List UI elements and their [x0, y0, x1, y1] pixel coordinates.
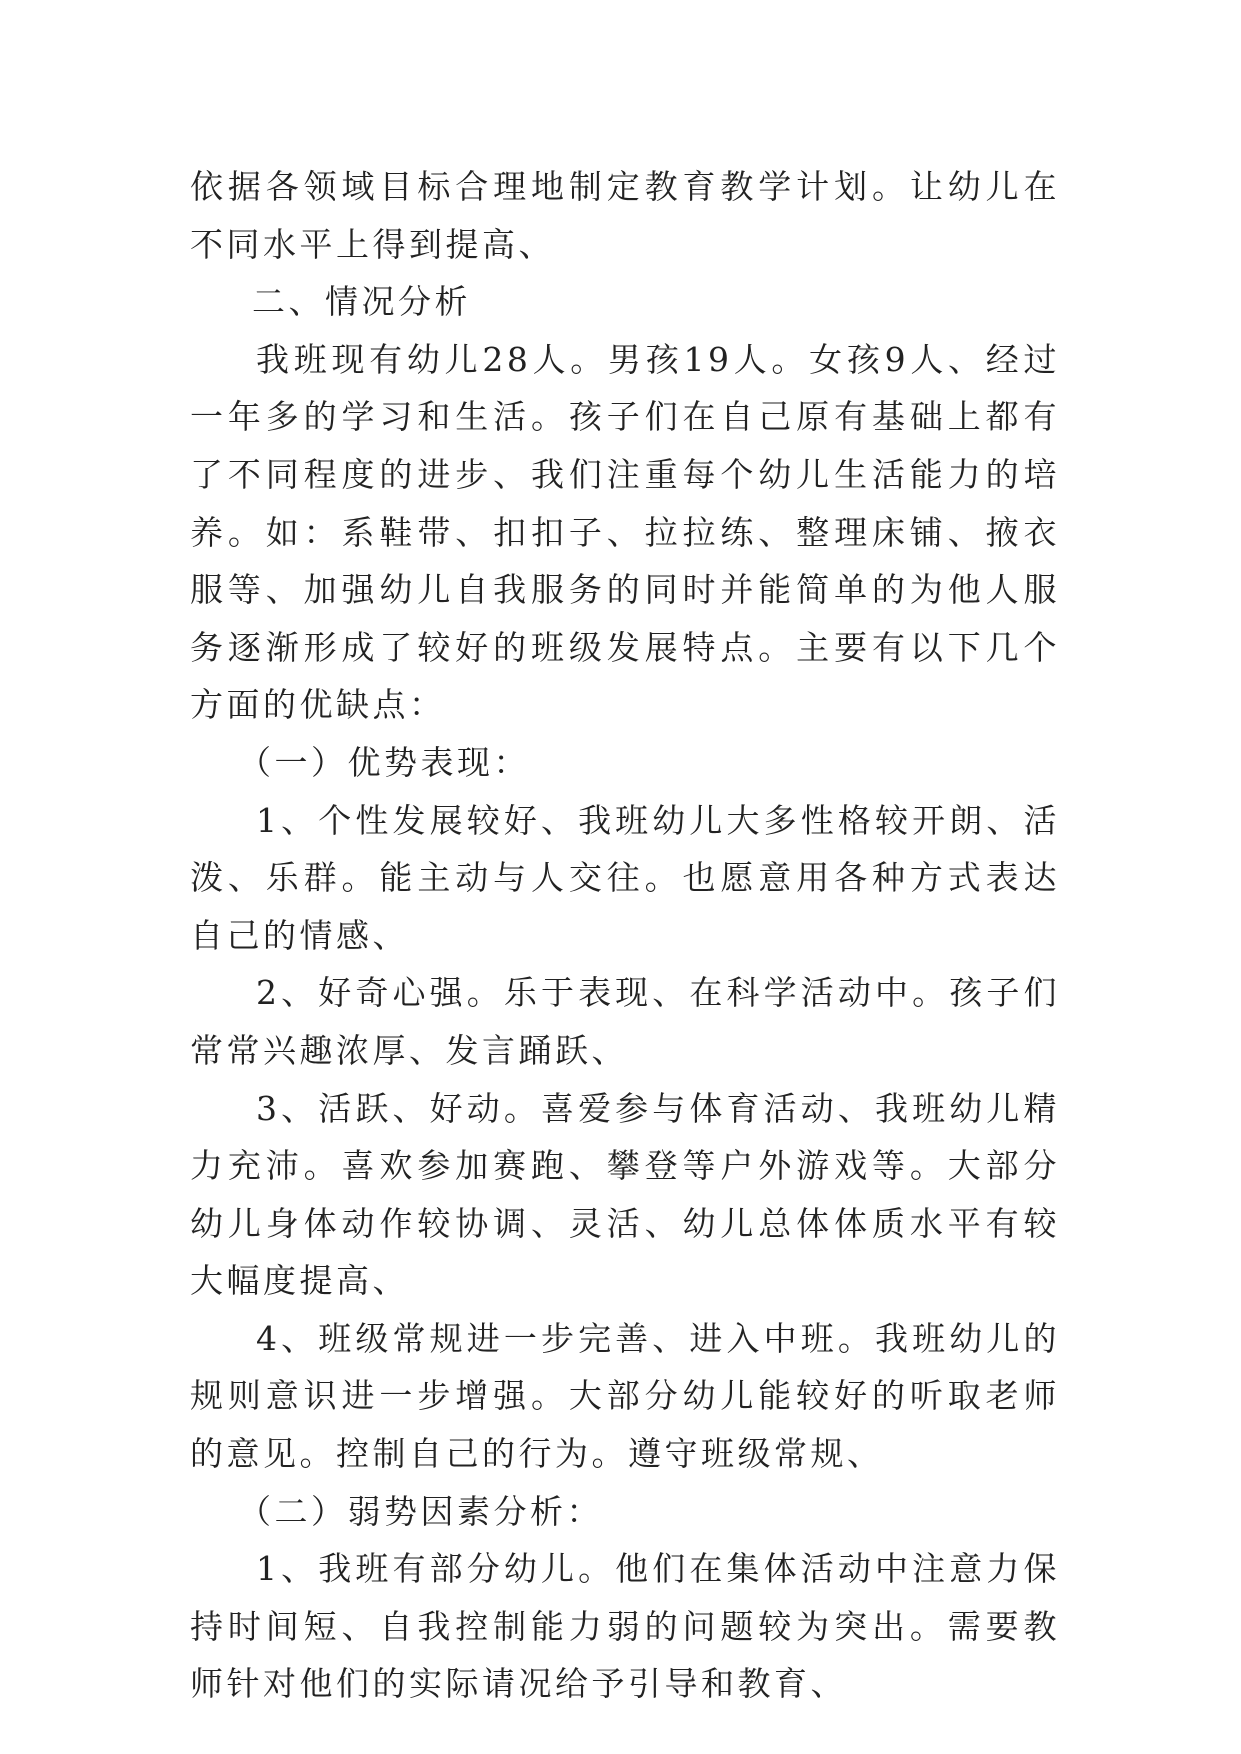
strength-item-1: 1、个性发展较好、我班幼儿大多性格较开朗、活泼、乐群。能主动与人交往。也愿意用各种方式表达自己的情感、 — [190, 800, 1060, 955]
strength-item-2: 2、好奇心强。乐于表现、在科学活动中。孩子们常常兴趣浓厚、发言踊跃、 — [190, 973, 1060, 1070]
strength-item-4: 4、班级常规进一步完善、进入中班。我班幼儿的规则意识进一步增强。大部分幼儿能较好的听取老师的意见。控制自己的行为。遵守班级常规、 — [190, 1318, 1060, 1474]
subheading-weaknesses: （二）弱势因素分析： — [238, 1491, 603, 1531]
document-body — [190, 158, 1060, 1713]
paragraph-class-overview: 我班现有幼儿28人。男孩19人。女孩9人、经过一年多的学习和生活。孩子们在自己原有基础上都有了不同程度的进步、我们注重每个幼儿生活能力的培养。如：系鞋带、扣扣子、拉拉练、整理床铺、掖衣服等、加强幼儿自我服务的同时并能简单的为他人服务逐渐形成了较好的班级发展特点。主要有以下几个方面的优缺点： — [190, 339, 1060, 725]
strength-item-3: 3、活跃、好动。喜爱参与体育活动、我班幼儿精力充沛。喜欢参加赛跑、攀登等户外游戏等。大部分幼儿身体动作较协调、灵活、幼儿总体体质水平有较大幅度提高、 — [190, 1088, 1060, 1301]
subheading-strengths: （一）优势表现： — [238, 742, 530, 782]
paragraph-intro-continuation: 依据各领域目标合理地制定教育教学计划。让幼儿在不同水平上得到提高、 — [190, 167, 1060, 264]
weakness-item-1: 1、我班有部分幼儿。他们在集体活动中注意力保持时间短、自我控制能力弱的问题较为突出。需要教师针对他们的实际请况给予引导和教育、 — [190, 1549, 1060, 1704]
section-heading-situation-analysis: 二、情况分析 — [252, 282, 471, 322]
